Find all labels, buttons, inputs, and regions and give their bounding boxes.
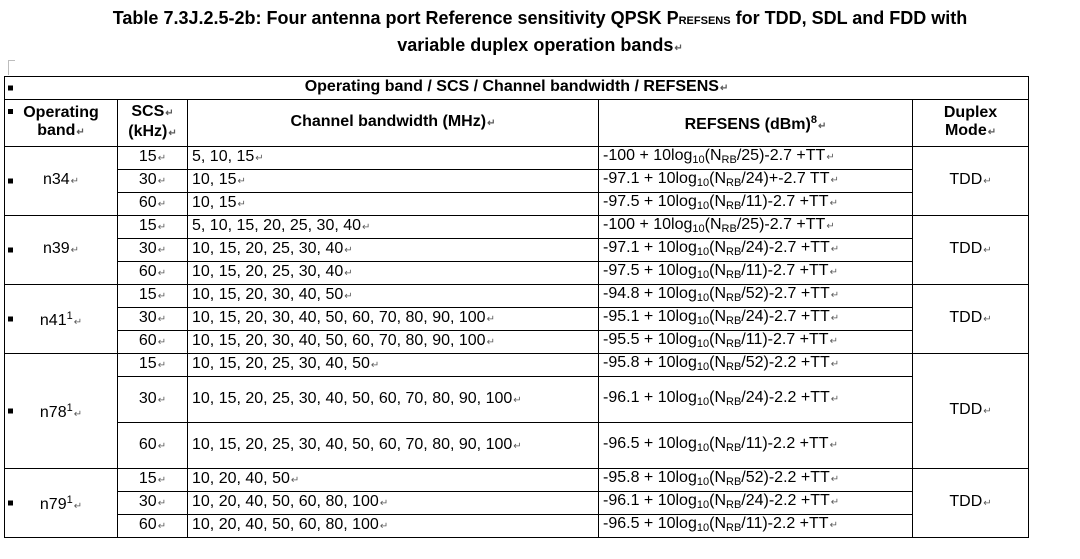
refsens-suffix: /25)-2.7 +TT <box>736 216 826 233</box>
bandwidth-value: 10, 15 <box>192 171 237 188</box>
bullet-icon <box>8 501 13 506</box>
bandwidth-value: 10, 15, 20, 30, 40, 50, 60, 70, 80, 90, 100 <box>192 332 486 349</box>
duplex-value: TDD <box>949 401 983 418</box>
cell-channel-bandwidth <box>188 170 599 193</box>
scs-value: 30 <box>138 171 157 188</box>
refsens-nrb: (N <box>704 216 722 233</box>
cell-scs <box>118 377 188 423</box>
band-name: n39 <box>42 240 70 257</box>
caption-line-1 <box>0 6 1080 33</box>
paragraph-mark-icon: ↵ <box>370 360 380 371</box>
table-row <box>5 469 1029 492</box>
table-row <box>5 170 1029 193</box>
nrb-subscript: RB <box>726 200 742 212</box>
paragraph-mark-icon: ↵ <box>362 222 371 233</box>
scs-value: 15 <box>138 355 157 372</box>
paragraph-mark-icon: ↵ <box>344 268 353 279</box>
refsens-prefix: -100 + 10log <box>603 216 693 233</box>
refsens-nrb: (N <box>709 170 726 187</box>
paragraph-mark-icon: ↵ <box>829 520 838 531</box>
scs-value: 15 <box>138 470 157 487</box>
caption-line-2 <box>0 33 1080 61</box>
refsens-suffix: /52)-2.2 +TT <box>741 354 830 371</box>
cell-operating-band <box>5 469 118 538</box>
header-duplex-mode: Duplex Mode↵ <box>913 100 1029 147</box>
log-subscript: 10 <box>696 338 710 350</box>
cell-channel-bandwidth <box>188 377 599 423</box>
refsens-nrb: (N <box>709 434 726 452</box>
log-subscript: 10 <box>696 499 710 511</box>
duplex-value: TDD <box>949 309 983 326</box>
paragraph-mark-icon: ↵ <box>830 474 840 485</box>
cell-refsens <box>599 331 913 354</box>
paragraph-mark-icon: ↵ <box>73 316 83 328</box>
paragraph-mark-icon: ↵ <box>983 245 992 256</box>
log-subscript: 10 <box>696 269 710 281</box>
bullet-icon <box>8 248 13 253</box>
band-footnote: 1 <box>66 309 73 322</box>
paragraph-mark-icon: ↵ <box>73 408 83 420</box>
paragraph-mark-icon: ↵ <box>830 359 840 370</box>
table-row <box>5 262 1029 285</box>
scs-value: 15 <box>138 217 157 234</box>
cell-scs <box>118 170 188 193</box>
refsens-suffix: /11)-2.2 +TT <box>741 515 829 532</box>
paragraph-mark-icon: ↵ <box>719 83 729 94</box>
scs-value: 60 <box>138 263 157 280</box>
paragraph-mark-icon: ↵ <box>157 245 167 256</box>
refsens-prefix: -97.5 + 10log <box>603 262 697 279</box>
band-name: n41 <box>39 311 67 329</box>
scs-value: 15 <box>138 286 157 303</box>
refsens-prefix: -100 + 10log <box>603 147 693 164</box>
refsens-prefix: -94.8 + 10log <box>603 285 697 302</box>
cell-scs <box>118 308 188 331</box>
log-subscript: 10 <box>696 292 710 304</box>
bandwidth-value: 10, 20, 40, 50, 60, 80, 100 <box>192 493 379 510</box>
bullet-icon <box>8 409 13 414</box>
log-subscript: 10 <box>692 223 705 235</box>
header-operating-band: Operating band↵ <box>5 100 118 147</box>
refsens-suffix: /11)-2.7 +TT <box>741 331 829 348</box>
table-row <box>5 147 1029 170</box>
cell-channel-bandwidth <box>188 469 599 492</box>
bandwidth-value: 10, 15, 20, 30, 40, 50 <box>192 286 344 303</box>
scs-value: 30 <box>138 309 157 326</box>
scs-value: 60 <box>138 435 157 453</box>
paragraph-mark-icon: ↵ <box>983 176 992 187</box>
nrb-subscript: RB <box>726 246 742 258</box>
band-footnote: 1 <box>66 401 73 414</box>
paragraph-mark-icon: ↵ <box>830 175 839 186</box>
bullet-icon <box>8 86 13 91</box>
cell-refsens <box>599 285 913 308</box>
log-subscript: 10 <box>696 246 710 258</box>
nrb-subscript: RB <box>726 269 742 281</box>
bandwidth-value: 10, 15, 20, 25, 30, 40 <box>192 240 344 257</box>
paragraph-mark-icon: ↵ <box>513 440 522 452</box>
cell-refsens <box>599 423 913 469</box>
paragraph-mark-icon: ↵ <box>826 152 835 163</box>
cell-duplex-mode <box>913 354 1029 469</box>
cell-duplex-mode <box>913 147 1029 216</box>
cell-scs <box>118 147 188 170</box>
refsens-suffix: /11)-2.7 +TT <box>741 193 829 210</box>
cell-operating-band <box>5 285 118 354</box>
nrb-subscript: RB <box>721 223 737 235</box>
paragraph-mark-icon: ↵ <box>157 222 167 233</box>
cell-scs <box>118 354 188 377</box>
refsens-suffix: /52)-2.7 +TT <box>741 285 830 302</box>
paragraph-mark-icon: ↵ <box>157 440 167 452</box>
cell-scs <box>118 515 188 538</box>
table-row <box>5 216 1029 239</box>
bandwidth-value: 10, 15, 20, 25, 30, 40, 50, 60, 70, 80, 90, 100 <box>192 389 513 407</box>
refsens-prefix: -96.5 + 10log <box>603 515 697 532</box>
paragraph-mark-icon: ↵ <box>73 500 83 512</box>
cell-channel-bandwidth <box>188 147 599 170</box>
cell-channel-bandwidth <box>188 354 599 377</box>
table-row <box>5 331 1029 354</box>
refsens-table <box>4 76 1029 538</box>
cell-channel-bandwidth <box>188 308 599 331</box>
table-row <box>5 308 1029 331</box>
header-channel-bandwidth: Channel bandwidth (MHz)↵ <box>188 100 599 147</box>
cell-refsens <box>599 147 913 170</box>
refsens-nrb: (N <box>709 239 726 256</box>
refsens-suffix: /24)-2.7 +TT <box>741 239 830 256</box>
refsens-nrb: (N <box>709 388 726 406</box>
paragraph-mark-icon: ↵ <box>830 244 840 255</box>
cell-refsens <box>599 377 913 423</box>
refsens-nrb: (N <box>709 469 726 486</box>
paragraph-mark-icon: ↵ <box>344 291 353 302</box>
log-subscript: 10 <box>696 315 710 327</box>
caption-subscript: REFSENS <box>678 15 731 27</box>
bandwidth-value: 10, 20, 40, 50, 60, 80, 100 <box>192 516 379 533</box>
text-boundary-corner <box>8 60 15 75</box>
log-subscript: 10 <box>696 522 710 534</box>
cell-refsens <box>599 469 913 492</box>
bandwidth-value: 10, 15, 20, 30, 40, 50, 60, 70, 80, 90, 100 <box>192 309 486 326</box>
band-footnote: 1 <box>66 493 73 506</box>
paragraph-mark-icon: ↵ <box>157 337 167 348</box>
cell-refsens <box>599 308 913 331</box>
scs-value: 60 <box>138 194 157 211</box>
refsens-prefix: -97.5 + 10log <box>603 193 697 210</box>
paragraph-mark-icon: ↵ <box>344 245 353 256</box>
paragraph-mark-icon: ↵ <box>70 176 80 187</box>
cell-channel-bandwidth <box>188 515 599 538</box>
paragraph-mark-icon: ↵ <box>829 336 838 347</box>
paragraph-mark-icon: ↵ <box>237 176 246 187</box>
cell-channel-bandwidth <box>188 193 599 216</box>
bandwidth-value: 10, 20, 40, 50 <box>192 470 290 487</box>
nrb-subscript: RB <box>726 499 742 511</box>
log-subscript: 10 <box>692 154 705 166</box>
cell-channel-bandwidth <box>188 216 599 239</box>
refsens-suffix: /24)-2.7 +TT <box>741 308 830 325</box>
caption-text-line2: variable duplex operation bands <box>397 35 674 55</box>
bandwidth-value: 5, 10, 15, 20, 25, 30, 40 <box>192 217 362 234</box>
paragraph-mark-icon: ↵ <box>70 245 80 256</box>
refsens-prefix: -96.1 + 10log <box>603 388 697 406</box>
bandwidth-value: 5, 10, 15 <box>192 148 255 165</box>
refsens-nrb: (N <box>709 193 726 210</box>
cell-refsens <box>599 492 913 515</box>
paragraph-mark-icon: ↵ <box>829 439 838 451</box>
header-refsens: REFSENS (dBm)$^8$↵ <box>599 100 913 147</box>
refsens-suffix: /25)-2.7 +TT <box>736 147 826 164</box>
cell-duplex-mode <box>913 285 1029 354</box>
cell-scs <box>118 285 188 308</box>
paragraph-mark-icon: ↵ <box>255 153 264 164</box>
bandwidth-value: 10, 15, 20, 25, 30, 40 <box>192 263 344 280</box>
refsens-nrb: (N <box>709 515 726 532</box>
nrb-subscript: RB <box>726 476 742 488</box>
paragraph-mark-icon: ↵ <box>157 199 167 210</box>
cell-refsens <box>599 239 913 262</box>
band-name: n79 <box>39 495 67 513</box>
table-row <box>5 515 1029 538</box>
paragraph-mark-icon: ↵ <box>290 475 300 486</box>
table-row <box>5 285 1029 308</box>
cell-refsens <box>599 354 913 377</box>
refsens-prefix: -97.1 + 10log <box>603 170 697 187</box>
cell-scs <box>118 423 188 469</box>
refsens-suffix: /11)-2.2 +TT <box>741 434 829 452</box>
scs-value: 15 <box>138 148 157 165</box>
paragraph-mark-icon: ↵ <box>983 314 992 325</box>
nrb-subscript: RB <box>726 395 742 408</box>
header-scs: SCS↵ (kHz)↵ <box>118 100 188 147</box>
paragraph-mark-icon: ↵ <box>826 221 835 232</box>
cell-scs <box>118 216 188 239</box>
paragraph-mark-icon: ↵ <box>157 394 167 406</box>
refsens-prefix: -95.8 + 10log <box>603 469 697 486</box>
bandwidth-value: 10, 15 <box>192 194 237 211</box>
bandwidth-value: 10, 15, 20, 25, 30, 40, 50, 60, 70, 80, 90, 100 <box>192 435 513 453</box>
scs-value: 60 <box>138 332 157 349</box>
log-subscript: 10 <box>696 395 710 408</box>
bandwidth-value: 10, 15, 20, 25, 30, 40, 50 <box>192 355 370 372</box>
log-subscript: 10 <box>696 361 710 373</box>
refsens-suffix: /52)-2.2 +TT <box>741 469 830 486</box>
paragraph-mark-icon: ↵ <box>830 313 840 324</box>
refsens-nrb: (N <box>709 354 726 371</box>
cell-channel-bandwidth <box>188 423 599 469</box>
cell-scs <box>118 469 188 492</box>
refsens-suffix: /11)-2.7 +TT <box>741 262 829 279</box>
duplex-value: TDD <box>949 493 983 510</box>
paragraph-mark-icon: ↵ <box>829 198 838 209</box>
nrb-subscript: RB <box>726 338 742 350</box>
paragraph-mark-icon: ↵ <box>983 406 992 417</box>
cell-channel-bandwidth <box>188 262 599 285</box>
cell-refsens <box>599 216 913 239</box>
refsens-suffix: /24)-2.2 +TT <box>741 388 830 406</box>
refsens-nrb: (N <box>709 285 726 302</box>
table-row <box>5 377 1029 423</box>
refsens-suffix: /24)+-2.7 TT <box>741 170 830 187</box>
refsens-prefix: -95.8 + 10log <box>603 354 697 371</box>
paragraph-mark-icon: ↵ <box>157 521 167 532</box>
cell-operating-band <box>5 354 118 469</box>
paragraph-mark-icon: ↵ <box>674 43 683 54</box>
paragraph-mark-icon: ↵ <box>157 268 167 279</box>
nrb-subscript: RB <box>726 177 742 189</box>
table-row <box>5 354 1029 377</box>
refsens-nrb: (N <box>709 331 726 348</box>
refsens-nrb: (N <box>709 262 726 279</box>
cell-channel-bandwidth <box>188 331 599 354</box>
cell-duplex-mode <box>913 216 1029 285</box>
duplex-value: TDD <box>949 240 983 257</box>
paragraph-mark-icon: ↵ <box>983 498 992 509</box>
nrb-subscript: RB <box>726 361 742 373</box>
paragraph-mark-icon: ↵ <box>157 153 167 164</box>
cell-channel-bandwidth <box>188 492 599 515</box>
scs-value: 30 <box>138 240 157 257</box>
refsens-suffix: /24)-2.2 +TT <box>741 492 830 509</box>
paragraph-mark-icon: ↵ <box>157 314 167 325</box>
refsens-prefix: -96.5 + 10log <box>603 434 697 452</box>
scs-value: 60 <box>138 516 157 533</box>
table-row <box>5 239 1029 262</box>
nrb-subscript: RB <box>726 522 742 534</box>
paragraph-mark-icon: ↵ <box>157 176 167 187</box>
paragraph-mark-icon: ↵ <box>379 521 389 532</box>
refsens-prefix: -95.1 + 10log <box>603 308 697 325</box>
paragraph-mark-icon: ↵ <box>157 360 167 371</box>
cell-refsens <box>599 170 913 193</box>
cell-scs <box>118 331 188 354</box>
paragraph-mark-icon: ↵ <box>486 314 495 325</box>
band-name: n78 <box>39 403 67 421</box>
cell-scs <box>118 193 188 216</box>
paragraph-mark-icon: ↵ <box>379 498 389 509</box>
cell-refsens <box>599 193 913 216</box>
refsens-nrb: (N <box>709 492 726 509</box>
table-top-header: Operating band / SCS / Channel bandwidth / REFSENS↵ <box>5 77 1029 100</box>
cell-channel-bandwidth <box>188 285 599 308</box>
scs-value: 30 <box>138 493 157 510</box>
cell-scs <box>118 239 188 262</box>
caption-text-suffix: for TDD, SDL and FDD with <box>730 8 968 28</box>
cell-scs <box>118 492 188 515</box>
nrb-subscript: RB <box>726 292 742 304</box>
cell-refsens <box>599 515 913 538</box>
band-name: n34 <box>42 171 70 188</box>
nrb-subscript: RB <box>721 154 737 166</box>
table-row <box>5 423 1029 469</box>
cell-operating-band <box>5 216 118 285</box>
nrb-subscript: RB <box>726 315 742 327</box>
cell-scs <box>118 262 188 285</box>
table-caption <box>0 6 1080 61</box>
cell-duplex-mode <box>913 469 1029 538</box>
paragraph-mark-icon: ↵ <box>157 475 167 486</box>
table-row <box>5 193 1029 216</box>
paragraph-mark-icon: ↵ <box>513 394 522 406</box>
paragraph-mark-icon: ↵ <box>237 199 246 210</box>
bullet-icon <box>8 179 13 184</box>
paragraph-mark-icon: ↵ <box>830 290 840 301</box>
bullet-icon <box>8 317 13 322</box>
paragraph-mark-icon: ↵ <box>830 497 840 508</box>
refsens-nrb: (N <box>704 147 722 164</box>
cell-operating-band <box>5 147 118 216</box>
bullet-icon <box>8 109 13 114</box>
refsens-prefix: -95.5 + 10log <box>603 331 697 348</box>
log-subscript: 10 <box>696 441 710 454</box>
refsens-prefix: -96.1 + 10log <box>603 492 697 509</box>
paragraph-mark-icon: ↵ <box>157 291 167 302</box>
scs-value: 30 <box>138 389 157 407</box>
log-subscript: 10 <box>696 177 710 189</box>
nrb-subscript: RB <box>726 441 742 454</box>
paragraph-mark-icon: ↵ <box>830 393 840 405</box>
paragraph-mark-icon: ↵ <box>486 337 495 348</box>
caption-text-prefix: Table 7.3J.2.5-2b: Four antenna port Reference sensitivity QPSK P <box>112 8 679 28</box>
log-subscript: 10 <box>696 476 710 488</box>
refsens-nrb: (N <box>709 308 726 325</box>
table-row <box>5 492 1029 515</box>
duplex-value: TDD <box>949 171 983 188</box>
paragraph-mark-icon: ↵ <box>157 498 167 509</box>
refsens-prefix: -97.1 + 10log <box>603 239 697 256</box>
paragraph-mark-icon: ↵ <box>829 267 838 278</box>
cell-channel-bandwidth <box>188 239 599 262</box>
cell-refsens <box>599 262 913 285</box>
log-subscript: 10 <box>696 200 710 212</box>
